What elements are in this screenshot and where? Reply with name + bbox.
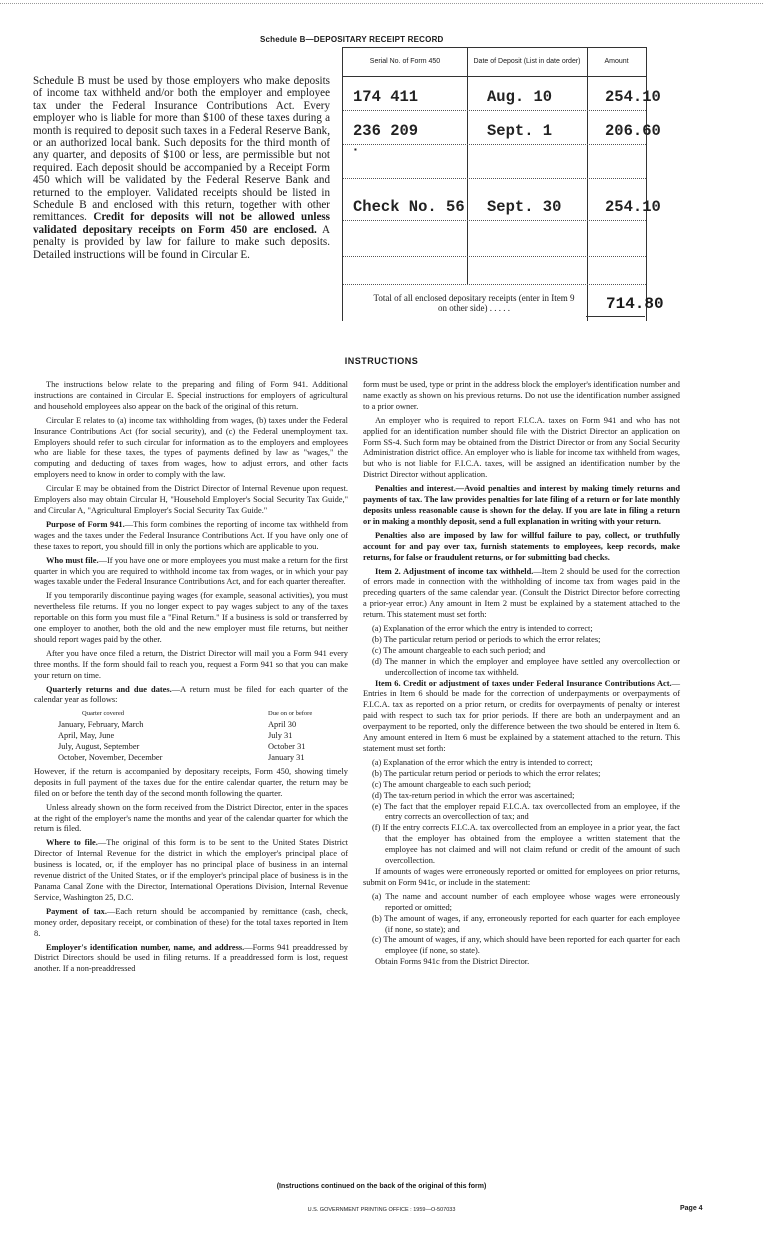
quarter-months: April, May, June xyxy=(58,731,115,741)
paragraph-text: (f) If the entry corrects F.I.C.A. tax overcollected from an employee in a prior year, the fact that the employer has obtained from the employee a written statement that the employee has not claimed and will not claim refund or credit of the amount of such overcollection. xyxy=(372,823,680,866)
instruction-paragraph xyxy=(34,591,348,646)
paragraph-text: —If you have one or more employees you must make a return for the first quarter in which you are required to withhold income tax from wages, or in which your pay wages taxable under the Federal Insurance Contributions Act, and for each quarter thereafter. xyxy=(34,555,348,587)
instruction-paragraph xyxy=(34,943,348,976)
depositary-receipt-table xyxy=(342,47,661,321)
paragraph-heading: Item 2. Adjustment of income tax withheld. xyxy=(375,566,534,576)
total-underline xyxy=(586,316,645,317)
due-header: Due on or before xyxy=(268,710,313,718)
paragraph-text: Circular E may be obtained from the District Director of Internal Revenue upon request. Employers also may obtain Circular H, "Household Employer's Social Security Tax Guide," and Circular A, "Agricultural Employer's Social Security Tax Guide." xyxy=(34,484,348,515)
instruction-paragraph xyxy=(34,838,348,903)
top-border xyxy=(0,3,763,4)
quarter-row xyxy=(58,720,348,731)
deposit-date-cell: Aug. 10 xyxy=(487,88,553,106)
serial-number-cell: Check No. 56 xyxy=(353,198,465,216)
list-item xyxy=(372,935,680,957)
paragraph-text: (a) Explanation of the error which the entry is intended to correct; xyxy=(372,624,593,634)
quarter-due-date: April 30 xyxy=(268,720,297,730)
instruction-paragraph xyxy=(363,567,680,622)
paragraph-heading: Who must file. xyxy=(46,555,99,565)
header-serial: Serial No. of Form 450 xyxy=(343,48,467,77)
paragraph-text: Unless already shown on the form received from the District Director, enter in the spaces at the right of the employer's name the months and year of the calendar quarter for which the return is filed. xyxy=(34,802,348,834)
page-number: Page 4 xyxy=(680,1205,703,1212)
table-row xyxy=(343,144,646,179)
printing-office-line: U.S. GOVERNMENT PRINTING OFFICE : 1959—O-507033 xyxy=(307,1207,456,1213)
paragraph-text: (a) Explanation of the error which the entry is intended to correct; xyxy=(372,757,593,767)
intro-text: A penalty is provided by law for failure to make such deposits. Detailed instructions will be found in Circular E. xyxy=(33,223,330,261)
quarter-months: January, February, March xyxy=(58,720,144,730)
amount-cell: 254.10 xyxy=(605,198,661,216)
paragraph-text: (a) The name and account number of each employee whose wages were erroneously reported or omitted; xyxy=(372,891,680,912)
instruction-paragraph xyxy=(363,957,680,968)
schedule-b-intro xyxy=(33,75,330,261)
header-amount: Amount xyxy=(587,48,646,77)
instruction-paragraph xyxy=(34,907,348,940)
instruction-paragraph xyxy=(34,685,348,707)
quarter-months: July, August, September xyxy=(58,742,140,752)
quarters-table xyxy=(58,709,348,764)
list-item xyxy=(372,624,680,635)
paragraph-text: (c) The amount chargeable to each such period; and xyxy=(372,645,546,655)
amount-cell: 254.10 xyxy=(605,88,661,106)
instruction-paragraph xyxy=(363,679,680,755)
list-item xyxy=(372,801,680,824)
quarter-row xyxy=(58,731,348,742)
paragraph-text: Obtain Forms 941c from the District Director. xyxy=(375,957,530,967)
schedule-b-header: Schedule B—DEPOSITARY RECEIPT RECORD xyxy=(260,35,444,44)
list-item xyxy=(372,634,680,646)
instruction-paragraph xyxy=(363,484,680,528)
table-row xyxy=(343,76,661,111)
paragraph-text: (c) The amount of wages, if any, which should have been reported for each quarter for each employee (if none, so state). xyxy=(372,935,680,956)
quarter-row xyxy=(58,742,348,753)
quarter-months: October, November, December xyxy=(58,753,163,762)
paragraph-text: An employer who is required to report F.I.C.A. taxes on Form 941 and who has not applied for an identification number should file with the District Director an application on Form SS-4. Such form may be obtained from the District Director or from any Social Security Administration district office. An employer who is liable for income tax withheld from wages, but who is not liable for F.I.C.A. taxes, will be assigned an identification number by the District Director without application. xyxy=(363,415,680,480)
table-row xyxy=(343,256,646,285)
serial-number-cell: 236 209 xyxy=(353,122,419,140)
list-item xyxy=(372,891,680,914)
quarter-due-date: October 31 xyxy=(268,742,306,752)
instruction-paragraph xyxy=(363,531,680,564)
list-item xyxy=(372,768,680,780)
instructions-title: INSTRUCTIONS xyxy=(344,356,419,366)
list-item xyxy=(372,645,680,657)
intro-text: Credit for deposits will not be allowed unless validated depositary receipts on Form 450 are enclosed. xyxy=(33,211,330,236)
deposit-date-cell: Sept. 1 xyxy=(487,122,553,140)
instruction-paragraph xyxy=(34,803,348,836)
paragraph-text: form must be used, type or print in the address block the employer's identification number and name exactly as shown on his previous returns. Do not use the identification number assigned to a prior owner. xyxy=(363,380,680,411)
paragraph-text: —Item 2 should be used for the correction of errors made in connection with the withholding of income tax from wages paid in the preceding quarters of the same calendar year. (Consult the District Director before correcting a prior-year error.) Any amount in Item 2 must be explained by a statement attached to the return. This statement must set forth: xyxy=(363,566,680,620)
paragraph-text: If you temporarily discontinue paying wages (for example, seasonal activities), you must nevertheless file returns. If you no longer expect to pay wages subject to any of the taxes reportable on this form you must file a "Final Return." If a business is sold or transferred by one employer to another, both the old and the new employer must file returns, but neither should report wages paid by the other. xyxy=(34,591,348,644)
instruction-paragraph xyxy=(34,380,348,413)
instructions-left-column xyxy=(34,380,348,978)
list-item xyxy=(372,823,680,867)
paragraph-heading: Penalties and interest.—Avoid penalties and interest by making timely returns and payments of tax. The law provides penalties for late filing of a return or for late monthly deposits unless reasonable cause is shown for the delay. If you are late in filing a return or in making a monthly deposit, send a full explanation in writing with your return. xyxy=(363,484,680,526)
paragraph-text: (d) The tax-return period in which the error was ascertained; xyxy=(372,790,575,800)
header-date: Date of Deposit (List in date order) xyxy=(467,48,587,77)
instruction-paragraph xyxy=(363,416,680,481)
instruction-paragraph xyxy=(34,484,348,517)
table-row xyxy=(343,110,661,145)
deposit-date-cell: Sept. 30 xyxy=(487,198,562,216)
quarter-due-date: January 31 xyxy=(268,753,305,762)
instructions-right-column xyxy=(363,380,680,971)
total-value: 714.80 xyxy=(606,295,664,313)
table-row xyxy=(343,178,661,221)
paragraph-text: (b) The particular return period or periods to which the error relates; xyxy=(372,768,601,778)
quarter-row xyxy=(58,753,348,764)
list-item xyxy=(372,779,680,791)
table-row xyxy=(343,220,646,257)
paragraph-heading: Quarterly returns and due dates. xyxy=(46,684,172,694)
paragraph-text: However, if the return is accompanied by depositary receipts, Form 450, showing timely deposits in full payment of the taxes due for the entire calendar quarter, the return may be filed on or before the tenth day of the second month following the quarter. xyxy=(34,766,348,798)
paragraph-heading: Penalties also are imposed by law for willful failure to pay, collect, or truthfully account for and pay over tax, furnish statements to employees, keep records, make returns, for false or fraudulent returns, or for submitting bad checks. xyxy=(363,530,680,562)
paragraph-heading: Employer's identification number, name, and address. xyxy=(46,942,245,952)
paragraph-text: —Forms 941 preaddressed by District Directors should be used in filing returns. If a preaddressed form is lost, request another. If a non-preaddressed xyxy=(34,942,348,974)
paragraph-heading: Where to file. xyxy=(46,838,98,848)
paragraph-text: (b) The amount of wages, if any, erroneously reported for each quarter for each employee (if none, so state); and xyxy=(372,913,680,934)
paragraph-text: —Entries in Item 6 should be made for the correction of underpayments or overpayments of F.I.C.A. tax as reported on a prior return, or credits for overpayments of penalty or interest paid with respect to such tax for prior periods. If there are both an underpayment and an overpayment to be reported, only the difference between the two should be entered in Item 6. Any amount entered in Item 6 must be explained by a statement attached to the return. This statement must set forth: xyxy=(363,678,680,753)
paragraph-heading: Purpose of Form 941. xyxy=(46,519,125,529)
paragraph-text: —A return must be filed for each quarter of the calendar year as follows: xyxy=(34,684,348,705)
paragraph-heading: Item 6. Credit or adjustment of taxes under Federal Insurance Contributions Act. xyxy=(375,678,672,688)
instruction-paragraph xyxy=(34,649,348,682)
paragraph-text: —Each return should be accompanied by remittance (cash, check, money order, depositary receipt, or combination of these) for the total taxes reported in Item 8. xyxy=(34,906,348,938)
list-item xyxy=(372,656,680,679)
instruction-paragraph xyxy=(34,416,348,481)
quarters-header: Quarter covered xyxy=(82,710,125,718)
instruction-paragraph xyxy=(34,520,348,553)
paragraph-text: (d) The manner in which the employer and employee have settled any overcollection or undercollection of income tax withheld. xyxy=(372,656,680,677)
intro-text: Schedule B must be used by those employers who make deposits of income tax withheld and/or both the employer and employee tax under the Federal Insurance Contributions Act. Every employer who is liable for more than $100 of these taxes during a month is required to deposit such taxes in a Federal Reserve Bank, or an authorized local bank. Such deposits for the third month of any quarter, and deposits of $100 or less, are permissible but not required. Each deposit should be accompanied by a Receipt Form 450 which will be validated by the Federal Reserve Bank and returned to the employer. Validated receipts should be listed in Schedule B and enclosed with this return, together with other remittances. xyxy=(33,75,330,224)
continuation-note: (Instructions continued on the back of the original of this form) xyxy=(276,1183,487,1190)
paragraph-text: If amounts of wages were erroneously reported or omitted for employees on prior returns, submit on Form 941c, or include in the statement: xyxy=(363,866,680,887)
tick-mark: ▪ xyxy=(354,145,357,154)
paragraph-text: (e) The fact that the employer repaid F.I.C.A. tax overcollected from an employee, if the entry corrects an overcollection of tax; and xyxy=(372,801,680,822)
paragraph-text: —This form combines the reporting of income tax withheld from wages and the taxes under the Federal Insurance Contributions Act. If you have only one of these taxes to report, you should fill in only the portions which are applicable to you. xyxy=(34,519,348,551)
instruction-paragraph xyxy=(363,380,680,413)
paragraph-text: (b) The particular return period or periods to which the error relates; xyxy=(372,634,601,644)
paragraph-text: After you have once filed a return, the District Director will mail you a Form 941 every three months. If the form should fail to reach you, request a Form 941 so that you can make your return on time. xyxy=(34,648,348,680)
paragraph-text: Circular E relates to (a) income tax withholding from wages, (b) taxes under the Federal Insurance Contributions Act (for social security), and (c) the Federal unemployment tax. Employers should refer to such circular for information as to the employers and employees who are liable for these taxes, the types of payments defined by law as "wages," the computing and deducting of taxes from wages, how to adjust errors, and other facts employers need to know in order to comply with the law. xyxy=(34,415,348,480)
total-label: Total of all enclosed depositary receipts (enter in Item 9 on other side) . . . . . xyxy=(373,293,575,313)
amount-cell: 206.60 xyxy=(605,122,661,140)
serial-number-cell: 174 411 xyxy=(353,88,419,106)
instruction-paragraph xyxy=(34,767,348,800)
instruction-paragraph xyxy=(363,867,680,889)
instruction-paragraph xyxy=(34,556,348,589)
list-item xyxy=(372,913,680,936)
quarter-due-date: July 31 xyxy=(268,731,293,741)
paragraph-text: The instructions below relate to the preparing and filing of Form 941. Additional instructions are contained in Circular E. Special instructions for employers of agricultural and household employees also appear on the back of the original of this return. xyxy=(34,380,348,411)
list-item xyxy=(372,790,680,802)
paragraph-heading: Payment of tax. xyxy=(46,906,107,916)
paragraph-text: —The original of this form is to be sent to the United States District Director of Internal Revenue for the district in which the employer's principal place of business is located, or, if the employer has no principal place of business in an internal revenue district of the United States, or if the employer's principal place of business is in the Panama Canal Zone with the Director, International Operations Division, Internal Revenue Service, Washington 25, D.C. xyxy=(34,838,349,902)
list-item xyxy=(372,757,680,769)
paragraph-text: (c) The amount chargeable to each such period; xyxy=(372,779,531,789)
